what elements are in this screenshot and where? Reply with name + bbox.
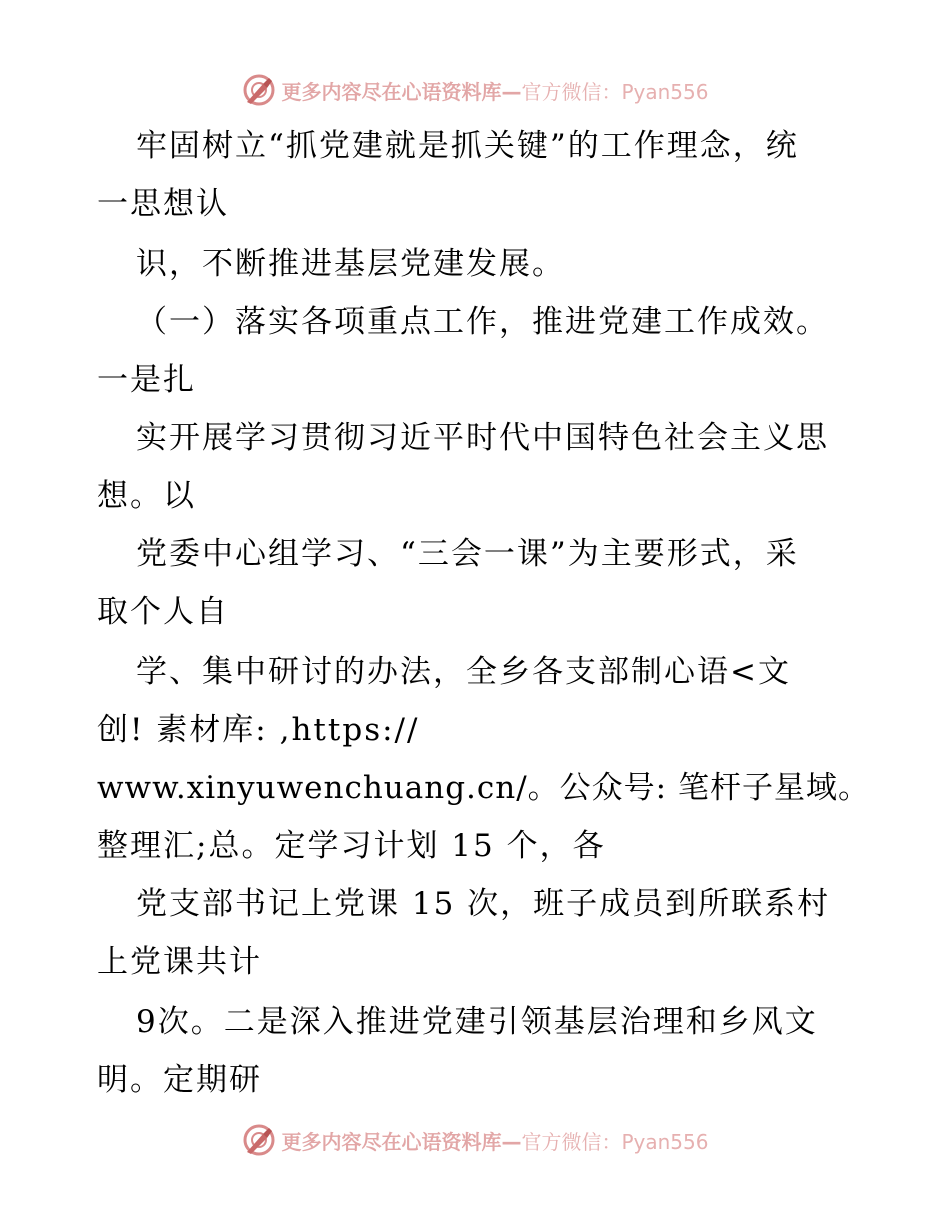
body-line: 学、集中研讨的办法，全乡各支部制心语<文 — [136, 654, 791, 690]
watermark-text: 更多内容尽在心语资料库—官方微信：Pyan556 — [281, 79, 709, 104]
body-line: 识，不断推进基层党建发展。 — [136, 246, 565, 282]
body-line: 党支部书记上党课 15 次，班子成员到所联系村 — [136, 886, 831, 922]
body-line: 一是扎 — [97, 362, 196, 398]
body-line: 明。定期研 — [97, 1062, 262, 1098]
body-line: 取个人自 — [97, 594, 229, 630]
body-line: 想。以 — [97, 478, 196, 514]
body-line: 牢固树立“抓党建就是抓关键”的工作理念，统 — [136, 128, 799, 164]
brand-logo-icon — [241, 1122, 277, 1158]
body-line: www.xinyuwenchuang.cn/。公众号: 笔杆子星域。 — [97, 770, 870, 806]
header-watermark-banner — [0, 70, 950, 110]
body-line: 一思想认 — [97, 186, 229, 222]
body-line: （一）落实各项重点工作，推进党建工作成效。 — [136, 304, 829, 340]
body-line: 党委中心组学习、“三会一课”为主要形式，采 — [136, 536, 799, 572]
watermark-text: 更多内容尽在心语资料库—官方微信：Pyan556 — [281, 1129, 709, 1154]
body-line: 整理汇;总。定学习计划 15 个，各 — [97, 828, 606, 864]
body-line: 上党课共计 — [97, 944, 262, 980]
footer-watermark-banner — [0, 1120, 950, 1160]
body-line: 实开展学习贯彻习近平时代中国特色社会主义思 — [136, 420, 829, 456]
body-line: 9次。二是深入推进党建引领基层治理和乡风文 — [136, 1004, 818, 1040]
body-line: 创! 素材库: ,https:// — [97, 712, 420, 748]
brand-logo-icon — [241, 72, 277, 108]
